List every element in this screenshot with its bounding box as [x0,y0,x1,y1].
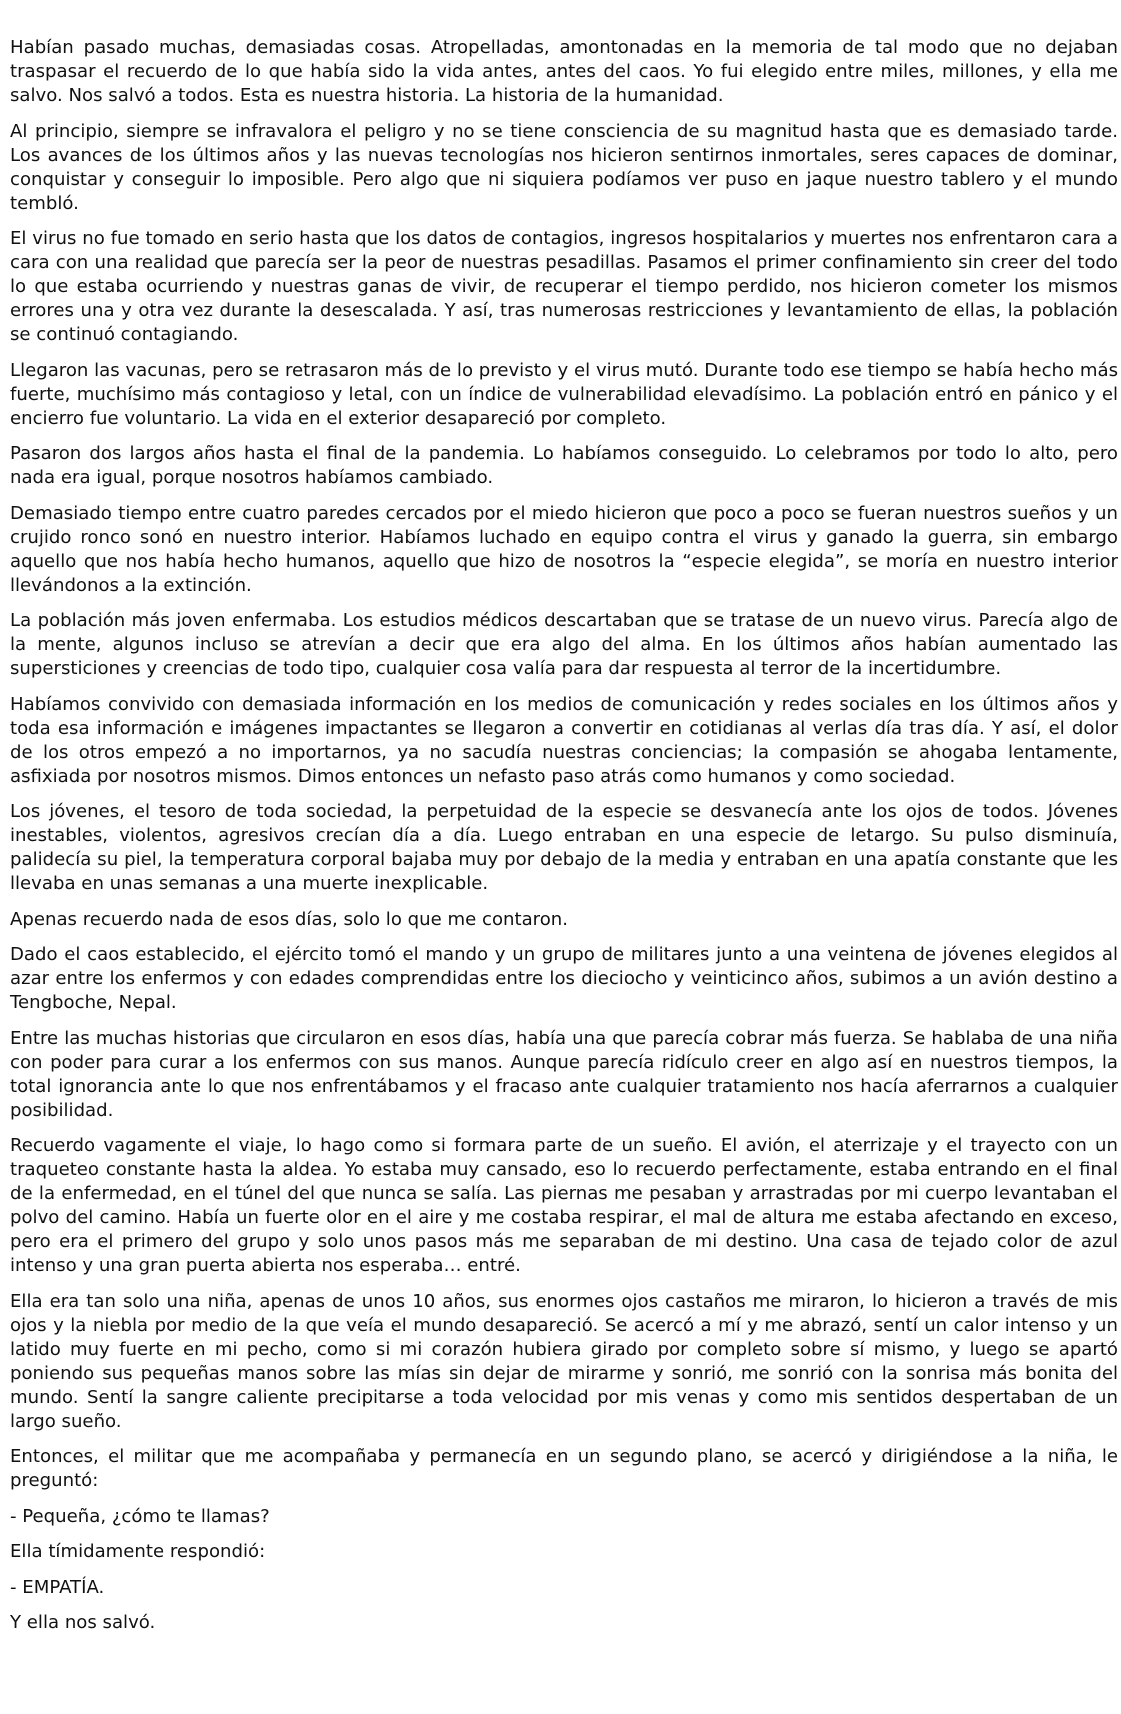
paragraph: Entonces, el militar que me acompañaba y permanecía en un segundo plano, se acercó y dirigiéndose a la niña, le preguntó: [10,1446,1118,1491]
closing-line: Y ella nos salvó. [10,1612,156,1633]
paragraph: Recuerdo vagamente el viaje, lo hago como si formara parte de un sueño. El avión, el aterrizaje y el trayecto con un traqueteo constante hasta la aldea. Yo estaba muy cansado, eso lo recuerdo perfectamente, estaba entrando en el final de la enfermedad, en el túnel del que nunca se salía. Las piernas me pesaban y arrastradas por mi cuerpo levantaban el polvo del camino. Había un fuerte olor en el aire y me costaba respirar, el mal de altura me estaba afectando en exceso, pero era el primero del grupo y solo unos pasos más me separaban de mi destino. Una casa de tejado color de azul intenso y una gran puerta abierta nos esperaba… entré. [10,1135,1118,1276]
paragraph: Habían pasado muchas, demasiadas cosas. Atropelladas, amontonadas en la memoria de tal modo que no dejaban traspasar el recuerdo de lo que había sido la vida antes, antes del caos. Yo fui elegido entre miles, millones, y ella me salvo. Nos salvó a todos. Esta es nuestra historia. La historia de la humanidad. [10,37,1118,106]
paragraph: Apenas recuerdo nada de esos días, solo lo que me contaron. [10,908,568,930]
paragraph: Habíamos convivido con demasiada información en los medios de comunicación y redes sociales en los últimos años y toda esa información e imágenes impactantes se llegaron a convertir en cotidianas al verlas día tras día. Y así, el dolor de los otros empezó a no importarnos, ya no sacudía nuestras conciencias; la compasión se ahogaba lentamente, asfixiada por nosotros mismos. Dimos entonces un nefasto paso atrás como humanos y como sociedad. [10,693,1118,787]
paragraph: Dado el caos establecido, el ejército tomó el mando y un grupo de militares junto a una veintena de jóvenes elegidos al azar entre los enfermos y con edades comprendidas entre los dieciocho y veinticinco años, subimos a un avión destino a Tengboche, Nepal. [10,944,1118,1013]
paragraph: Entre las muchas historias que circularon en esos días, había una que parecía cobrar más fuerza. Se hablaba de una niña con poder para curar a los enfermos con sus manos. Aunque parecía ridículo creer en algo así en nuestros tiempos, la total ignorancia ante lo que nos enfrentábamos y el fracaso ante cualquier tratamiento nos hacía aferrarnos a cualquier posibilidad. [10,1027,1118,1121]
paragraph: Ella era tan solo una niña, apenas de unos 10 años, sus enormes ojos castaños me miraron, lo hicieron a través de mis ojos y la niebla por medio de la que veía el mundo desapareció. Se acercó a mí y me abrazó, sentí un calor intenso y un latido muy fuerte en mi pecho, como si mi corazón hubiera girado por completo sobre sí mismo, y luego se apartó poniendo sus pequeñas manos sobre las mías sin dejar de mirarme y sonrió, me sonrió con la sonrisa más bonita del mundo. Sentí la sangre caliente precipitarse a toda velocidad por mis venas y como mis sentidos despertaban de un largo sueño. [10,1290,1118,1432]
paragraph: Pasaron dos largos años hasta el final de la pandemia. Lo habíamos conseguido. Lo celebramos por todo lo alto, pero nada era igual, porque nosotros habíamos cambiado. [10,443,1118,488]
paragraph: Demasiado tiempo entre cuatro paredes cercados por el miedo hicieron que poco a poco se fueran nuestros sueños y un crujido ronco sonó en nuestro interior. Habíamos luchado en equipo contra el virus y ganado la guerra, sin embargo aquello que nos había hecho humanos, aquello que hizo de nosotros la “especie elegida”, se moría en nuestro interior llevándonos a la extinción. [10,502,1118,596]
paragraph: Al principio, siempre se infravalora el peligro y no se tiene consciencia de su magnitud hasta que es demasiado tarde. Los avances de los últimos años y las nuevas tecnologías nos hicieron sentirnos inmortales, seres capaces de dominar, conquistar y conseguir lo imposible. Pero algo que ni siquiera podíamos ver puso en jaque nuestro tablero y el mundo tembló. [10,120,1118,214]
paragraph: Llegaron las vacunas, pero se retrasaron más de lo previsto y el virus mutó. Durante todo ese tiempo se había hecho más fuerte, muchísimo más contagioso y letal, con un índice de vulnerabilidad elevadísimo. La población entró en pánico y el encierro fue voluntario. La vida en el exterior desapareció por completo. [10,359,1118,429]
document-body [10,36,1118,1647]
paragraph: La población más joven enfermaba. Los estudios médicos descartaban que se tratase de un nuevo virus. Parecía algo de la mente, algunos incluso se atrevían a decir que era algo del alma. En los últimos años habían aumentado las supersticiones y creencias de todo tipo, cualquier cosa valía para dar respuesta al terror de la incertidumbre. [10,610,1118,679]
paragraph: El virus no fue tomado en serio hasta que los datos de contagios, ingresos hospitalarios y muertes nos enfrentaron cara a cara con una realidad que parecía ser la peor de nuestras pesadillas. Pasamos el primer confinamiento sin creer del todo lo que estaba ocurriendo y nuestras ganas de vivir, de recuperar el tiempo perdido, nos hicieron cometer los mismos errores una y otra vez durante la desescalada. Y así, tras numerosas restricciones y levantamiento de ellas, la población se continuó contagiando. [10,228,1118,345]
dialogue-line: - EMPATÍA. [10,1576,105,1598]
paragraph: Ella tímidamente respondió: [10,1541,266,1562]
paragraph: Los jóvenes, el tesoro de toda sociedad, la perpetuidad de la especie se desvanecía ante los ojos de todos. Jóvenes inestables, violentos, agresivos crecían día a día. Luego entraban en una especie de letargo. Su pulso disminuía, palidecía su piel, la temperatura corporal bajaba muy por debajo de la media y entraban en una apatía constante que les llevaba en unas semanas a una muerte inexplicable. [10,801,1118,894]
dialogue-line: - Pequeña, ¿cómo te llamas? [10,1505,270,1527]
